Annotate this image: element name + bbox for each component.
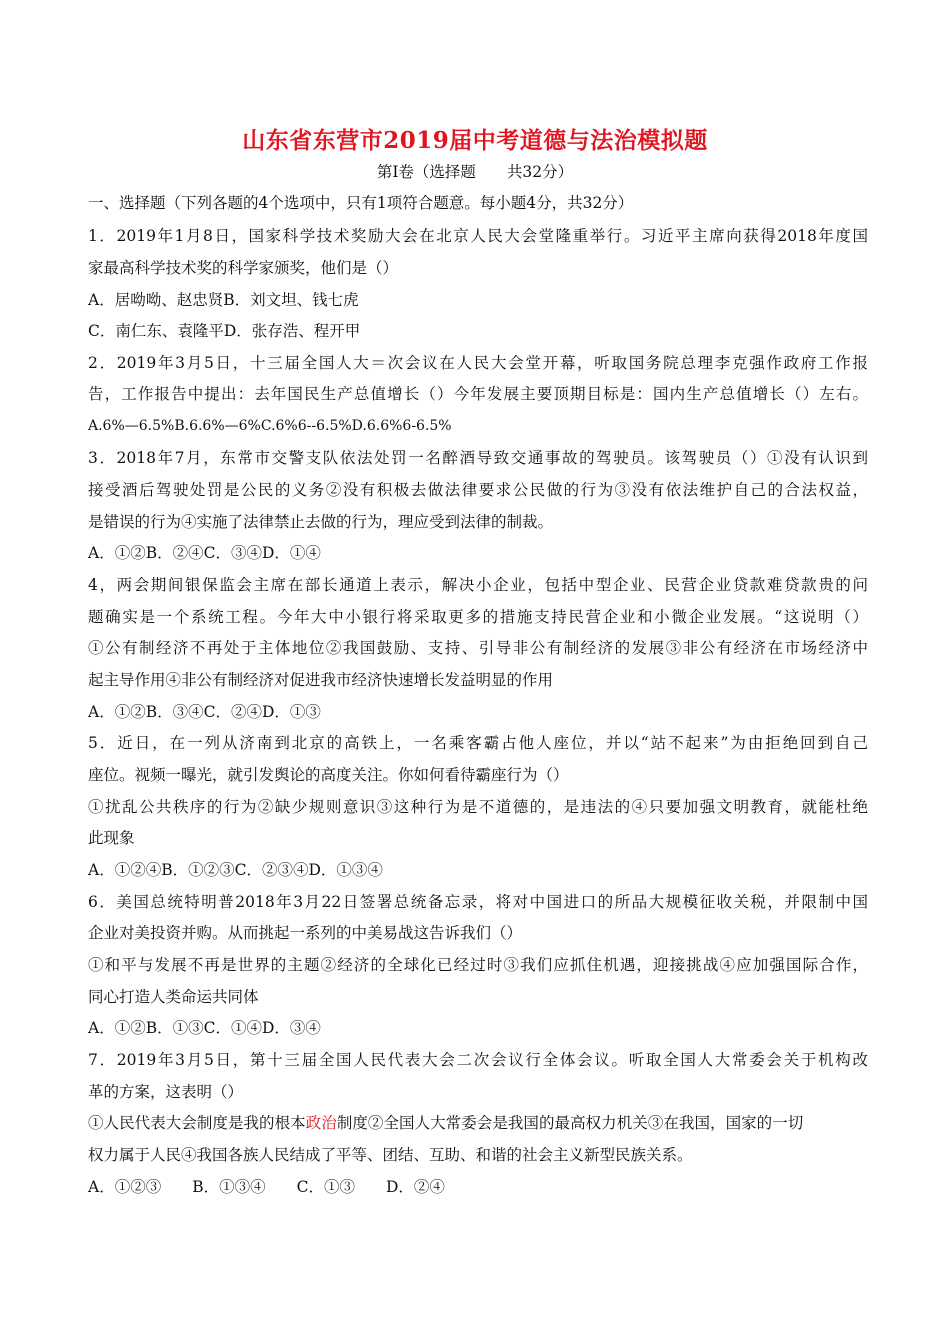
question-7-line-2: 革的方案，这表明（） [88,1083,244,1101]
highlighted-term: 政治 [305,1114,337,1132]
question-2-options: A.6%—6.5%B.6.6%—6%C.6%6--6.5%D.6.6%6-6.5% [88,418,452,434]
section-heading: 一、选择题（下列各题的4个选项中，只有1项符合题意。每小题4分，共32分） [88,194,634,212]
question-4-line-4: 起主导作用④非公有制经济对促进我市经济快速增长发益明显的作用 [88,671,554,689]
question-6-line-4: 同心打造人类命运共同体 [88,988,259,1006]
question-4-line-1: 4，两会期间银保监会主席在部长通道上表示，解决小企业，包括中型企业、民营企业贷款难贷款贵的问 [88,576,868,594]
question-5-line-4: 此现象 [88,829,135,847]
question-5-line-2: 座位。视频一曝光，就引发舆论的高度关注。你如何看待霸座行为（） [88,766,569,784]
question-4-line-3: ①公有制经济不再处于主体地位②我国鼓励、支持、引导非公有制经济的发展③非公有经济在市场经济中 [88,639,868,657]
question-4-line-2: 题确实是一个系统工程。今年大中小银行将采取更多的措施支持民营企业和小微企业发展。“这说明（） [88,608,868,626]
question-3-options: A．①②B．②④C．③④D．①④ [88,544,321,562]
question-3-line-3: 是错误的行为④实施了法律禁止去做的行为，理应受到法律的制裁。 [88,513,554,531]
question-7-line-4: 权力属于人民④我国各族人民结成了平等、团结、互助、和谐的社会主义新型民族关系。 [88,1146,693,1164]
question-3-line-2: 接受酒后驾驶处罚是公民的义务②没有积极去做法律要求公民做的行为③没有依法维护自己的合法权益， [88,481,868,499]
question-5-options: A．①②④B．①②③C．②③④D．①③④ [88,861,383,879]
section-subtitle: 第Ⅰ卷（选择题 共32分） [376,163,574,181]
question-2-line-1: 2．2019年3月5日，十三届全国人大＝次会议在人民大会堂开幕，听取国务院总理李克强作政府工作报 [88,354,868,372]
question-5-line-3: ①扰乱公共秩序的行为②缺少规则意识③这种行为是不道德的，是违法的④只要加强文明教育，就能杜绝 [88,798,868,816]
page-title: 山东省东营市2019届中考道德与法治模拟题 [242,127,708,154]
question-1-options-2: C．南仁东、袁隆平D．张存浩、程开甲 [88,322,361,340]
question-7-line-3 [88,1113,868,1133]
question-7-line-3-start: ①人民代表大会制度是我的根本 [88,1114,306,1132]
question-6-line-2: 企业对美投资并购。从而挑起一系列的中美易战这告诉我们（） [88,924,523,942]
question-3-line-1: 3．2018年7月，东常市交警支队依法处罚一名醉酒导致交通事故的驾驶员。该驾驶员（）①没有认识到 [88,449,868,467]
question-4-options: A．①②B．③④C．②④D．①③ [88,703,321,721]
question-6-line-1: 6．美国总统特明普2018年3月22日签署总统备忘录，将对中国进口的所品大规模征收关税，并限制中国 [88,893,868,911]
question-7-options: A．①②③ B．①③④ C．①③ D．②④ [88,1178,445,1196]
question-5-line-1: 5．近日，在一列从济南到北京的高铁上，一名乘客霸占他人座位，并以“站不起来”为由拒绝回到自己 [88,734,868,752]
question-1-line-2: 家最高科学技术奖的科学家颁奖，他们是（） [88,259,399,277]
question-1-options-1: A．居呦呦、赵忠贤B．刘文坦、钱七虎 [88,291,359,309]
question-7-line-1: 7．2019年3月5日，第十三届全国人民代表大会二次会议行全体会议。听取全国人大常委会关于机构改 [88,1051,868,1069]
question-2-line-2: 告，工作报告中提出：去年国民生产总值增长（）今年发展主要顶期目标是：国内生产总值增长（）左右。 [88,385,868,403]
question-7-line-3-end: 制度②全国人大常委会是我国的最高权力机关③在我国，国家的一切 [336,1114,804,1132]
question-6-options: A．①②B．①③C．①④D．③④ [88,1019,321,1037]
question-6-line-3: ①和平与发展不再是世界的主题②经济的全球化已经过时③我们应抓住机遇，迎接挑战④应加强国际合作， [88,956,868,974]
question-1-line-1: 1．2019年1月8日，国家科学技术奖励大会在北京人民大会堂隆重举行。习近平主席向获得2018年度国 [88,227,868,245]
